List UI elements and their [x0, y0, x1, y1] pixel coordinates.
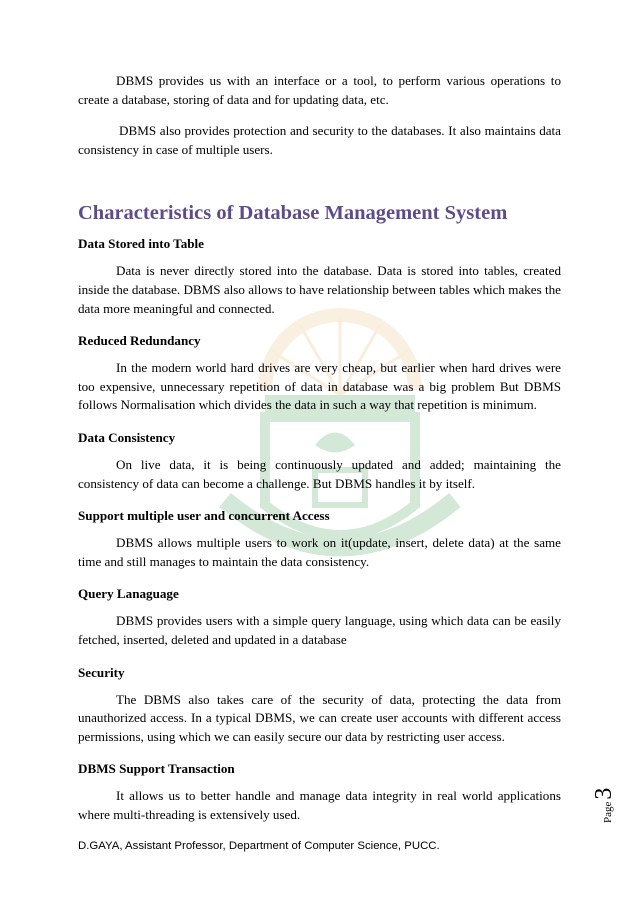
characteristic-section [78, 332, 561, 415]
characteristic-text: DBMS allows multiple users to work on it(update, insert, delete data) at the same time and still manages to maintain the data consistency. [78, 535, 561, 569]
characteristic-section [78, 429, 561, 493]
characteristic-heading: Data Consistency [78, 429, 176, 445]
characteristic-text: The DBMS also takes care of the security of data, protecting the data from unauthorized access. In a typical DBMS, we can create user accounts with different access permissions, using which we can easily secure our data by restricting user access. [78, 691, 561, 744]
characteristic-section [78, 664, 561, 747]
characteristic-heading: Reduced Redundancy [78, 333, 201, 349]
section-title: Characteristics of Database Management System [78, 202, 508, 225]
characteristic-section [78, 507, 561, 571]
page-number: 3 [591, 787, 617, 800]
characteristic-text: DBMS provides users with a simple query language, using which data can be easily fetched, inserted, deleted and updated in a database [78, 613, 561, 647]
characteristic-heading: DBMS Support Transaction [78, 761, 235, 777]
page-label: Page [602, 801, 614, 823]
intro-paragraph-2: DBMS also provides protection and security to the databases. It also maintains data consistency in case of multiple users. [78, 123, 561, 157]
intro-paragraph-1: DBMS provides us with an interface or a tool, to perform various operations to create a database, storing of data and for updating data, etc. [78, 73, 561, 107]
characteristic-section [78, 760, 561, 824]
characteristic-heading: Security [78, 664, 125, 680]
footer-author: D.GAYA, Assistant Professor, Department of Computer Science, PUCC. [78, 840, 440, 852]
characteristic-text: It allows us to better handle and manage data integrity in real world applications where multi-threading is extensively used. [78, 788, 561, 822]
characteristic-section [78, 235, 561, 318]
characteristic-heading: Support multiple user and concurrent Access [78, 508, 330, 524]
page-number-block [577, 768, 637, 828]
characteristic-heading: Query Lanaguage [78, 586, 179, 602]
document-page [78, 72, 561, 824]
characteristic-text: On live data, it is being continuously updated and added; maintaining the consistency of data can become a challenge. But DBMS handles it by itself. [78, 456, 561, 491]
characteristic-text: Data is never directly stored into the database. Data is stored into tables, created inside the database. DBMS also allows to have relationship between tables which makes the data more meaningful and connected. [78, 263, 561, 316]
characteristic-text: In the modern world hard drives are very cheap, but earlier when hard drives were too expensive, unnecessary repetition of data in database was a big problem But DBMS follows Normalisation which divides the data in such a way that repetition is minimum. [78, 360, 561, 413]
characteristic-section [78, 585, 561, 649]
characteristic-heading: Data Stored into Table [78, 236, 204, 252]
